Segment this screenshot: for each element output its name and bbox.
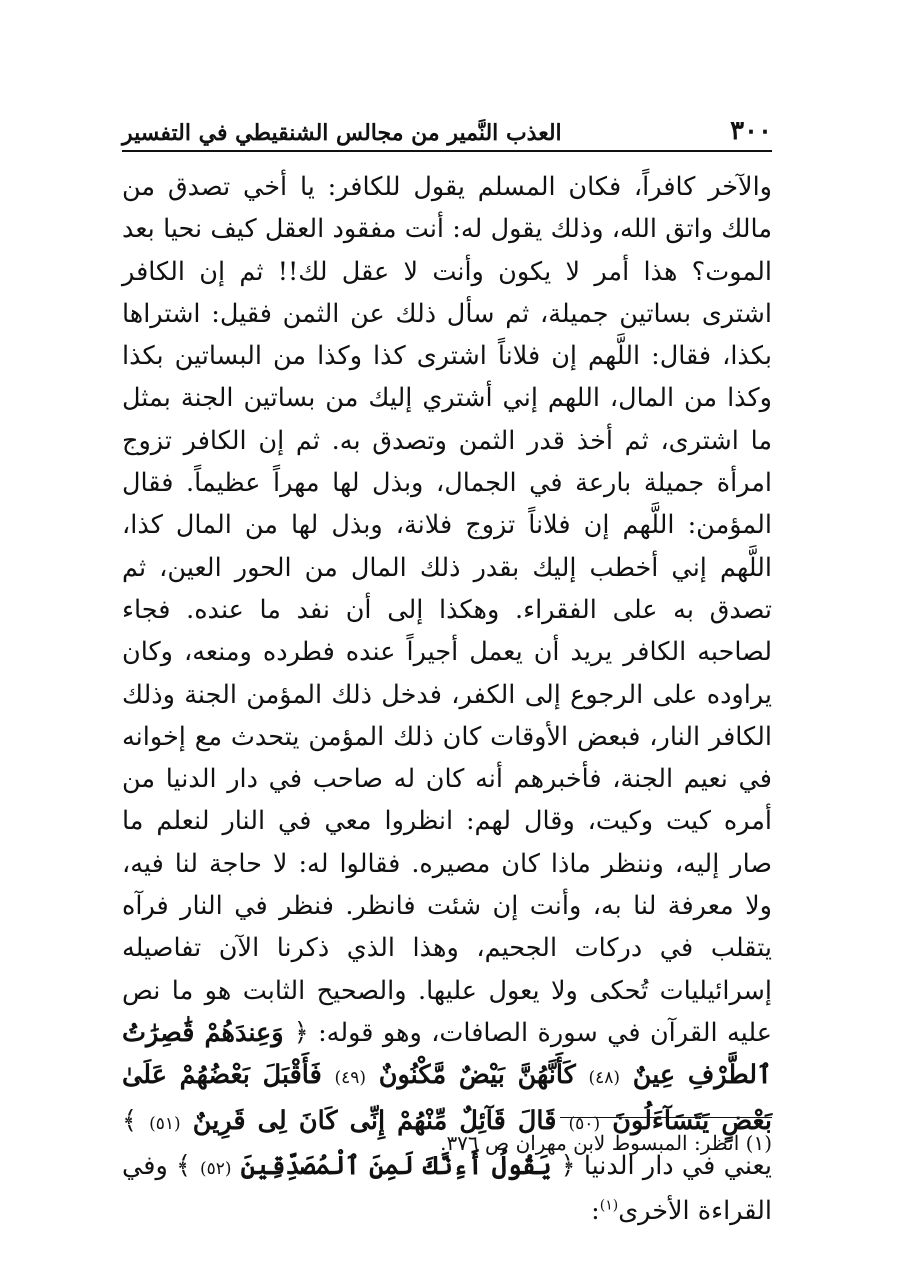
connector-text: يعني في دار الدنيا — [583, 1150, 772, 1181]
ornate-bracket-close: ﴾ — [176, 1150, 191, 1181]
page-header — [122, 108, 772, 146]
header-rule — [122, 150, 772, 152]
final-punctuation: : — [591, 1196, 600, 1227]
ornate-bracket-open: ﴿ — [560, 1150, 576, 1181]
ayah-number-52: (٥٢) — [200, 1158, 232, 1179]
page-number: ٣٠٠ — [730, 116, 772, 146]
footnote-reference[interactable]: (١) — [599, 1197, 619, 1214]
ornate-bracket-close: ﴾ — [122, 1105, 137, 1136]
verse-48: وَعِندَهُمْ قَٰصِرَٰتُ ٱلطَّرْفِ عِينٌ — [122, 1017, 772, 1091]
paragraph-lead: والآخر كافراً، فكان المسلم يقول للكافر: يا أخي تصدق من مالك واتق الله، وذلك يقول له: أنت مفقود العقل كيف نحيا بعد الموت؟ هذا أمر لا يكون وأنت لا عقل لك!! ثم إن الكافر اشترى بساتين جميلة، ثم سأل ذلك عن الثمن فقيل: اشتراها بكذا، فقال: اللَّهم إن فلاناً اشترى كذا وكذا من البساتين بكذا وكذا من المال، اللهم إني أشتري إليك من بساتين الجنة بمثل ما اشترى، ثم أخذ قدر الثمن وتصدق به. ثم إن الكافر تزوج امرأة جميلة بارعة في الجمال، وبذل لها مهراً عظيماً. فقال المؤمن: اللَّهم إن فلاناً تزوج فلانة، وبذل لها من المال كذا، اللَّهم إني أخطب إليك بقدر ذلك المال من الحور العين، ثم تصدق به على الفقراء. وهكذا إلى أن نفد ما عنده. فجاء لصاحبه الكافر يريد أن يعمل أجيراً عنده فطرده ومنعه، وكان يراوده على الرجوع إلى الكفر، فدخل ذلك المؤمن الجنة وذلك الكافر النار، فبعض الأوقات كان ذلك المؤمن يتحدث مع إخوانه في نعيم الجنة، فأخبرهم أنه كان له صاحب في دار الدنيا من أمره كيت وكيت، وقال لهم: انظروا معي في النار لنعلم ما صار إليه، وننظر ماذا كان مصيره. فقالوا له: لا حاجة لنا فيه، ولا معرفة لنا به، وأنت إن شئت فانظر. فنظر في النار فرآه يتقلب في دركات الجحيم، وهذا الذي ذكرنا الآن تفاصيله إسرائيليات تُحكى ولا يعول عليها. والصحيح الثابت هو ما نص عليه القرآن في سورة الصافات، وهو قوله: — [122, 172, 772, 1048]
ornate-bracket-open: ﴿ — [293, 1017, 309, 1048]
tail-text: وفي القراءة الأخرى — [122, 1150, 772, 1227]
ayah-number-48: (٤٨) — [588, 1068, 621, 1089]
running-title: العذب النَّمير من مجالس الشنقيطي في التفسير — [122, 120, 562, 146]
verse-50: فَأَقْبَلَ بَعْضُهُمْ عَلَىٰ بَعْضٍ يَتَسَآءَلُونَ — [122, 1060, 772, 1136]
verse-51: قَالَ قَآئِلٌ مِّنْهُمْ إِنِّى كَانَ لِى قَرِينٌ — [192, 1105, 557, 1136]
ayah-number-50: (٥٠) — [568, 1113, 601, 1134]
footnote: (١) انظر: المبسوط لابن مهران ص ٣٧٦. — [440, 1131, 772, 1155]
body-text — [122, 166, 772, 1232]
body-paragraph — [122, 166, 772, 1232]
ayah-number-51: (٥١) — [149, 1113, 181, 1134]
verse-49: كَأَنَّهُنَّ بَيْضٌ مَّكْنُونٌ — [378, 1060, 576, 1091]
verse-52: يَقُولُ أَءِنَّكَ لَمِنَ ٱلْمُصَدِّقِينَ — [240, 1150, 552, 1181]
footnote-separator — [560, 1117, 772, 1118]
ayah-number-49: (٤٩) — [334, 1068, 367, 1089]
